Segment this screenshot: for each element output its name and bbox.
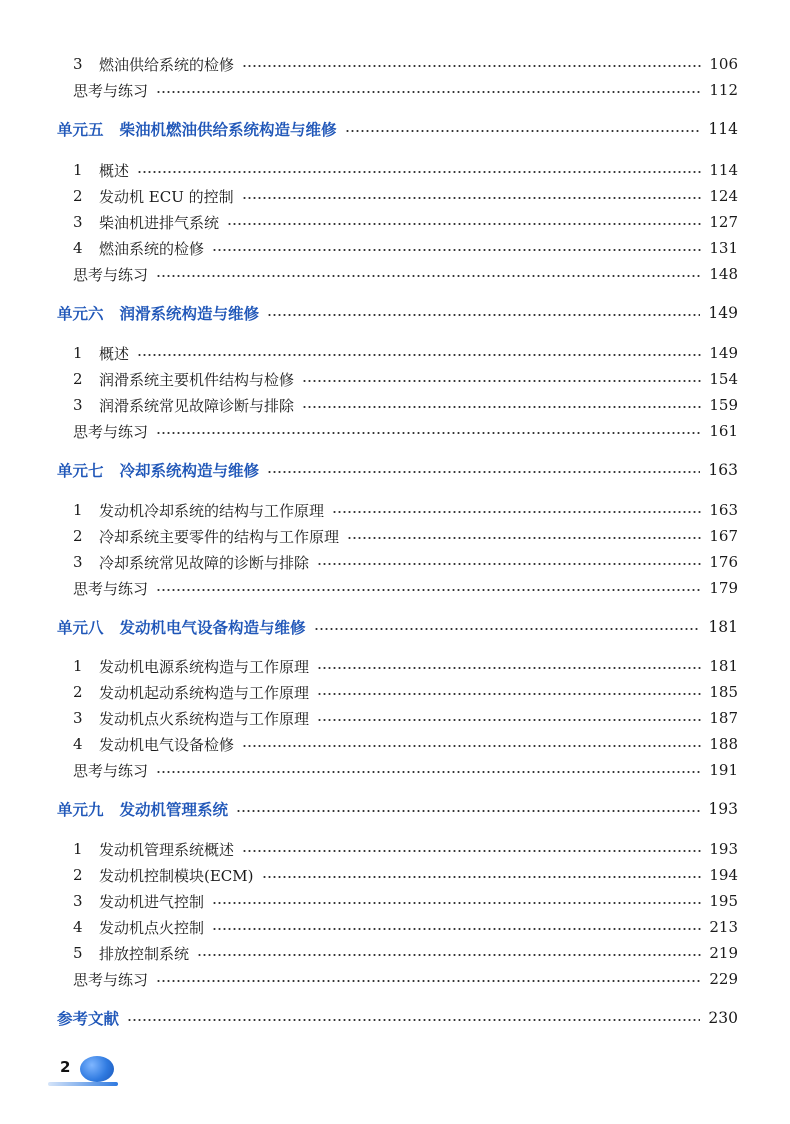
dot-leader <box>242 65 701 67</box>
toc-entry-title: 思考与练习 <box>73 422 149 441</box>
toc-entry-page: 148 <box>709 265 738 283</box>
dot-leader <box>156 589 701 591</box>
unit-label: 单元九 <box>57 801 104 819</box>
toc-entry-page: 124 <box>709 187 738 205</box>
toc-exercise-row <box>0 419 790 443</box>
toc-entry-title: 思考与练习 <box>73 761 149 780</box>
toc-entry-title: 发动机电源系统构造与工作原理 <box>99 657 310 676</box>
toc-entry-number: 2 <box>73 370 83 388</box>
toc-entry-page: 176 <box>709 553 738 571</box>
toc-entry <box>0 341 790 365</box>
dot-leader <box>317 693 701 695</box>
page-swoosh-decoration <box>48 1082 118 1086</box>
toc-entry <box>0 550 790 574</box>
toc-entry-page: 187 <box>709 709 738 727</box>
toc-entry-page: 195 <box>709 892 738 910</box>
dot-leader <box>347 537 701 539</box>
dot-leader <box>212 928 701 930</box>
toc-entry-page: 112 <box>709 81 738 99</box>
dot-leader <box>137 354 701 356</box>
toc-entry <box>0 158 790 182</box>
toc-entry-title: 发动机 ECU 的控制 <box>99 187 234 206</box>
dot-leader <box>317 667 701 669</box>
toc-entry <box>0 863 790 887</box>
toc-entry-page: 194 <box>709 866 738 884</box>
dot-leader <box>156 432 701 434</box>
toc-entry-title: 发动机起动系统构造与工作原理 <box>99 683 310 702</box>
toc-exercise-row <box>0 576 790 600</box>
dot-leader <box>267 314 700 316</box>
toc-entry-number: 2 <box>73 683 83 701</box>
toc-entry-page: 154 <box>709 370 738 388</box>
toc-entry-page: 181 <box>708 618 738 636</box>
toc-entry-page: 191 <box>709 761 738 779</box>
dot-leader <box>314 628 701 630</box>
toc-entry <box>0 236 790 260</box>
toc-entry-number: 1 <box>73 161 83 179</box>
toc-entry-page: 163 <box>709 501 738 519</box>
dot-leader <box>156 980 701 982</box>
toc-unit-heading <box>0 1006 790 1030</box>
toc-entry <box>0 184 790 208</box>
toc-entry <box>0 889 790 913</box>
toc-entry-title: 柴油机燃油供给系统构造与维修 <box>119 121 337 139</box>
toc-entry-title: 燃油系统的检修 <box>99 239 205 258</box>
toc-entry-title: 思考与练习 <box>73 970 149 989</box>
toc-entry-number: 3 <box>73 709 83 727</box>
dot-leader <box>317 563 701 565</box>
page-number-badge <box>48 1052 128 1092</box>
toc-entry <box>0 654 790 678</box>
toc-entry-page: 161 <box>709 422 738 440</box>
toc-entry-title: 发动机管理系统 <box>119 801 229 819</box>
toc-unit-heading <box>0 797 790 821</box>
toc-entry-page: 181 <box>709 657 738 675</box>
dot-leader <box>242 745 701 747</box>
dot-leader <box>317 719 701 721</box>
dot-leader <box>156 91 701 93</box>
toc-exercise-row <box>0 967 790 991</box>
toc-entry <box>0 210 790 234</box>
toc-entry-page: 230 <box>708 1009 738 1027</box>
toc-entry-title: 柴油机进排气系统 <box>99 213 220 232</box>
toc-entry-page: 179 <box>709 579 738 597</box>
toc-entry-page: 193 <box>708 800 738 818</box>
toc-entry-page: 185 <box>709 683 738 701</box>
dot-leader <box>302 380 701 382</box>
dot-leader <box>137 171 701 173</box>
toc-entry-title: 思考与练习 <box>73 265 149 284</box>
dot-leader <box>332 511 701 513</box>
unit-label: 单元七 <box>57 462 104 480</box>
toc-entry-page: 167 <box>709 527 738 545</box>
toc-entry-number: 1 <box>73 840 83 858</box>
dot-leader <box>197 954 701 956</box>
toc-entry-page: 106 <box>709 55 738 73</box>
toc-entry-title: 发动机管理系统概述 <box>99 840 235 859</box>
toc-entry-number: 3 <box>73 396 83 414</box>
toc-entry-title: 思考与练习 <box>73 579 149 598</box>
unit-label: 单元六 <box>57 305 104 323</box>
toc-entry <box>0 52 790 76</box>
dot-leader <box>212 902 701 904</box>
toc-entry-title: 发动机点火系统构造与工作原理 <box>99 709 310 728</box>
toc-entry-title: 发动机电气设备构造与维修 <box>119 619 306 637</box>
toc-entry-title: 概述 <box>99 161 130 180</box>
toc-exercise-row <box>0 758 790 782</box>
toc-entry <box>0 367 790 391</box>
toc-entry-title: 排放控制系统 <box>99 944 190 963</box>
toc-entry-number: 2 <box>73 527 83 545</box>
toc-entry-title: 发动机冷却系统的结构与工作原理 <box>99 501 325 520</box>
toc-entry <box>0 680 790 704</box>
toc-entry-title: 冷却系统主要零件的结构与工作原理 <box>99 527 340 546</box>
toc-entry-number: 2 <box>73 187 83 205</box>
toc-unit-heading <box>0 301 790 325</box>
toc-entry <box>0 393 790 417</box>
page-blob-decoration <box>80 1056 114 1082</box>
toc-entry-number: 1 <box>73 657 83 675</box>
toc-unit-heading <box>0 117 790 141</box>
page-number: 2 <box>60 1058 71 1076</box>
toc-entry-title: 参考文献 <box>57 1010 120 1028</box>
toc-entry-title: 发动机控制模块(ECM) <box>99 866 254 885</box>
toc-entry <box>0 837 790 861</box>
toc-entry-number: 3 <box>73 213 83 231</box>
toc-entry <box>0 732 790 756</box>
dot-leader <box>236 810 700 812</box>
dot-leader <box>156 771 701 773</box>
toc-entry <box>0 524 790 548</box>
toc-entry-title: 发动机电气设备检修 <box>99 735 235 754</box>
toc-entry-number: 5 <box>73 944 83 962</box>
toc-entry-title: 冷却系统构造与维修 <box>119 462 260 480</box>
toc-entry-number: 4 <box>73 918 83 936</box>
toc-entry-number: 1 <box>73 501 83 519</box>
unit-label: 单元五 <box>57 121 104 139</box>
toc-entry-title: 燃油供给系统的检修 <box>99 55 235 74</box>
toc-entry-title: 思考与练习 <box>73 81 149 100</box>
toc-entry-number: 3 <box>73 55 83 73</box>
toc-entry <box>0 941 790 965</box>
toc-entry-title: 冷却系统常见故障的诊断与排除 <box>99 553 310 572</box>
toc-entry-number: 4 <box>73 239 83 257</box>
toc-entry-title: 润滑系统主要机件结构与检修 <box>99 370 295 389</box>
toc-unit-heading <box>0 615 790 639</box>
dot-leader <box>267 471 700 473</box>
toc-entry-title: 发动机点火控制 <box>99 918 205 937</box>
toc-entry-number: 3 <box>73 553 83 571</box>
dot-leader <box>227 223 701 225</box>
toc-entry-page: 188 <box>709 735 738 753</box>
toc-entry-page: 213 <box>709 918 738 936</box>
toc-entry-page: 131 <box>709 239 738 257</box>
toc-unit-heading <box>0 458 790 482</box>
toc-entry-page: 229 <box>709 970 738 988</box>
toc-entry <box>0 915 790 939</box>
toc-entry-page: 127 <box>709 213 738 231</box>
toc-entry-title: 润滑系统常见故障诊断与排除 <box>99 396 295 415</box>
toc-entry-number: 3 <box>73 892 83 910</box>
dot-leader <box>156 275 701 277</box>
toc-entry-page: 159 <box>709 396 738 414</box>
toc-entry <box>0 706 790 730</box>
toc-entry-title: 润滑系统构造与维修 <box>119 305 260 323</box>
toc-exercise-row <box>0 78 790 102</box>
dot-leader <box>262 876 702 878</box>
toc-entry-page: 114 <box>708 120 738 138</box>
toc-entry-page: 163 <box>708 461 738 479</box>
toc-entry-title: 发动机进气控制 <box>99 892 205 911</box>
toc-entry-number: 1 <box>73 344 83 362</box>
toc-entry <box>0 498 790 522</box>
toc-entry-page: 219 <box>709 944 738 962</box>
toc-entry-page: 149 <box>709 344 738 362</box>
toc-entry-page: 114 <box>709 161 738 179</box>
dot-leader <box>127 1019 700 1021</box>
toc-exercise-row <box>0 262 790 286</box>
toc-entry-page: 193 <box>709 840 738 858</box>
toc-entry-number: 4 <box>73 735 83 753</box>
dot-leader <box>242 197 702 199</box>
unit-label: 单元八 <box>57 619 104 637</box>
dot-leader <box>242 850 701 852</box>
dot-leader <box>212 249 701 251</box>
toc-entry-number: 2 <box>73 866 83 884</box>
toc-entry-page: 149 <box>708 304 738 322</box>
dot-leader <box>345 130 701 132</box>
toc-entry-title: 概述 <box>99 344 130 363</box>
dot-leader <box>302 406 701 408</box>
